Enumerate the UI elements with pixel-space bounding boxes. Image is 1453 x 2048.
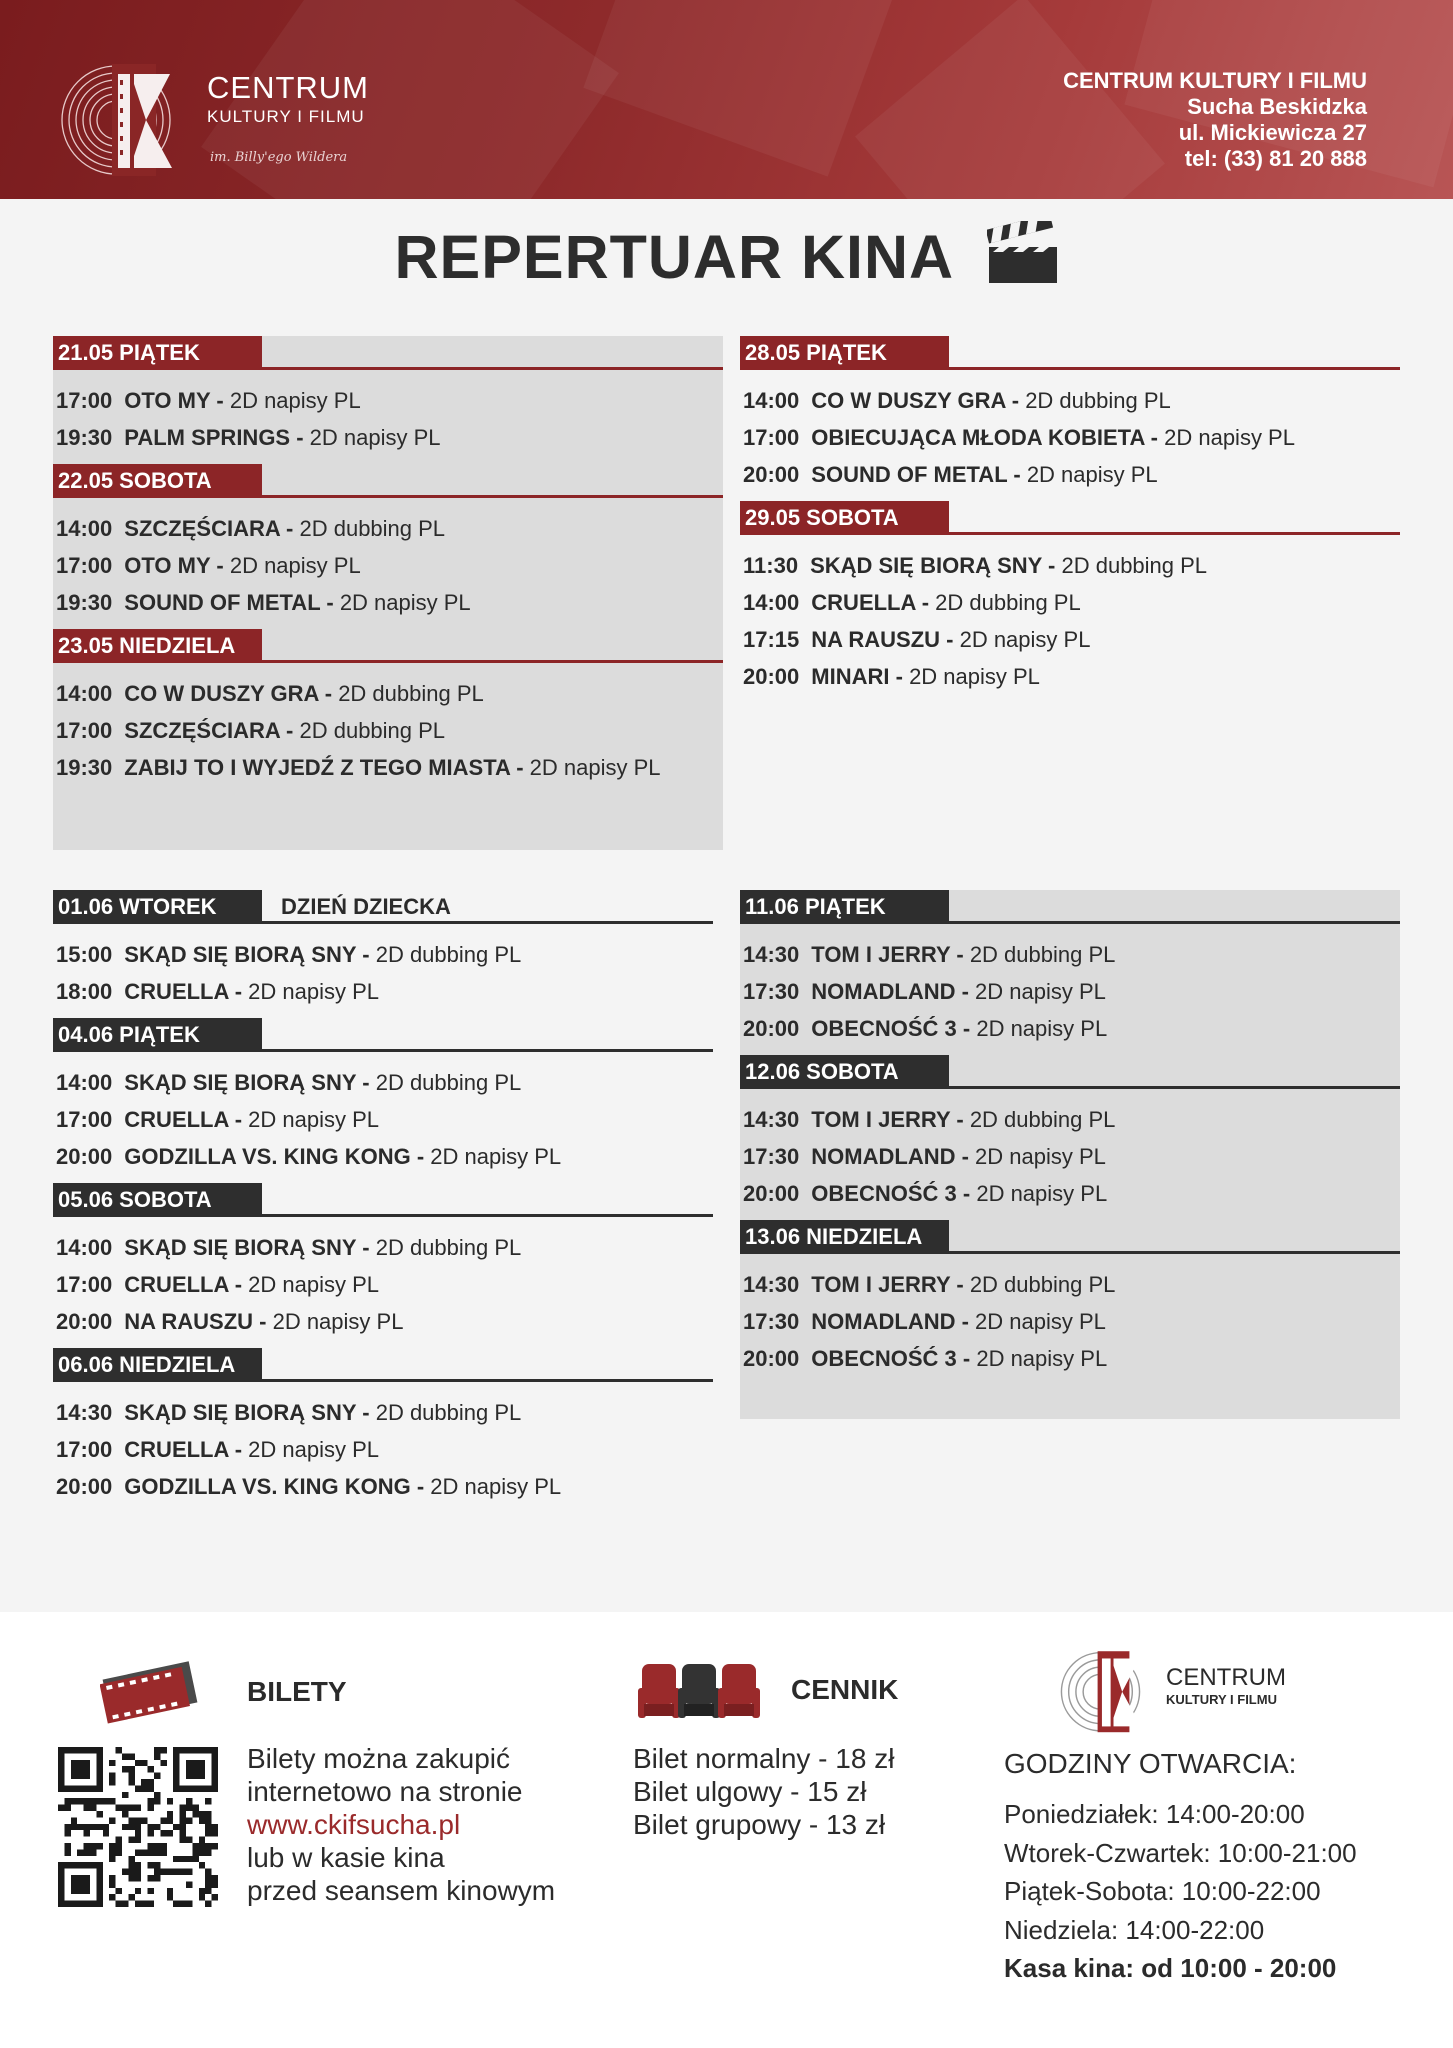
day-section [740, 1220, 1400, 1385]
tickets-text-line: internetowo na stronie [247, 1776, 523, 1807]
screening-row [740, 658, 1400, 695]
day-event-label: DZIEŃ DZIECKA [281, 894, 451, 919]
day-section [53, 1018, 713, 1183]
screening-time: 20:00 [56, 1144, 113, 1169]
separator: - [253, 1309, 273, 1334]
price-item: Bilet ulgowy - 15 zł [633, 1776, 867, 1807]
separator: - [956, 1181, 977, 1206]
screening-row [53, 584, 723, 621]
footer-logo-kultury: KULTURY I FILMU [1166, 1692, 1277, 1707]
screening-row [53, 1266, 713, 1303]
day-header [53, 336, 723, 370]
screening-format: 2D napisy PL [959, 627, 1091, 652]
address-line: tel: (33) 81 20 888 [1184, 146, 1367, 171]
schedule-block-may-week1 [53, 336, 723, 850]
screening-row [740, 584, 1400, 621]
day-header [53, 1018, 713, 1052]
screening-format: 2D napisy PL [976, 1346, 1108, 1371]
screening-time: 20:00 [743, 1346, 800, 1371]
screening-row [740, 1340, 1400, 1377]
screening-format: 2D napisy PL [248, 1437, 379, 1462]
separator: - [1041, 553, 1062, 578]
screening-row [740, 936, 1400, 973]
separator: - [228, 1272, 249, 1297]
tickets-title: BILETY [247, 1676, 347, 1707]
movie-title: SKĄD SIĘ BIORĄ SNY [124, 1400, 357, 1425]
screening-time: 17:00 [56, 1107, 113, 1132]
movie-title: NOMADLAND [811, 979, 956, 1004]
screening-row [53, 1431, 713, 1468]
movie-title: ZABIJ TO I WYJEDŹ Z TEGO MIASTA [124, 755, 511, 780]
day-header [53, 629, 723, 663]
screening-format: 2D napisy PL [975, 1144, 1106, 1169]
screening-time: 14:00 [56, 681, 113, 706]
screening-row [53, 749, 723, 786]
ckif-logo-small-icon [1060, 1648, 1154, 1734]
footer-logo-centrum: CENTRUM [1166, 1664, 1286, 1691]
screening-time: 14:00 [56, 1070, 113, 1095]
screening-format: 2D napisy PL [976, 1181, 1108, 1206]
price-item: Bilet grupowy - 13 zł [633, 1809, 886, 1840]
separator: - [950, 942, 970, 967]
opening-hours-item: Poniedziałek: 14:00-20:00 [1004, 1799, 1305, 1829]
screening-row [740, 973, 1400, 1010]
movie-title: SKĄD SIĘ BIORĄ SNY [810, 553, 1042, 578]
opening-hours-title: GODZINY OTWARCIA: [1004, 1748, 1297, 1779]
screening-time: 20:00 [56, 1309, 113, 1334]
day-label: 01.06 WTOREK [53, 890, 262, 924]
movie-title: NA RAUSZU [124, 1309, 254, 1334]
tickets-text [247, 1742, 627, 1907]
screening-format: 2D napisy PL [248, 1272, 379, 1297]
screening-time: 20:00 [743, 664, 800, 689]
screening-time: 15:00 [56, 942, 113, 967]
movie-title: CO W DUSZY GRA [124, 681, 319, 706]
cinema-seats-icon [638, 1660, 763, 1722]
screening-time: 14:00 [56, 1235, 113, 1260]
separator: - [318, 681, 339, 706]
day-header [740, 336, 1400, 370]
page-title [0, 222, 1453, 292]
schedule-block-june-week1 [53, 890, 713, 1600]
day-section [740, 336, 1400, 501]
screening-time: 17:00 [56, 553, 113, 578]
movie-title: CRUELLA [124, 1437, 229, 1462]
separator: - [940, 627, 960, 652]
screening-time: 17:00 [56, 1437, 113, 1462]
schedule-block-june-week2 [740, 890, 1400, 1419]
screening-time: 17:00 [56, 718, 113, 743]
day-label: 28.05 PIĄTEK [740, 336, 949, 370]
separator: - [320, 590, 340, 615]
screening-time: 19:30 [56, 755, 113, 780]
day-label: 06.06 NIEDZIELA [53, 1348, 262, 1382]
day-header [740, 1055, 1400, 1089]
screening-format: 2D dubbing PL [299, 718, 446, 743]
address-line: Sucha Beskidzka [1187, 94, 1367, 119]
tickets-text-line: Bilety można zakupić [247, 1743, 511, 1774]
day-label: 22.05 SOBOTA [53, 464, 262, 498]
separator: - [955, 1309, 976, 1334]
separator: - [950, 1107, 970, 1132]
day-label: 29.05 SOBOTA [740, 501, 949, 535]
logo-text-centrum: CENTRUM [207, 70, 369, 105]
day-section [53, 336, 723, 464]
day-section [740, 890, 1400, 1055]
day-header [53, 1348, 713, 1382]
screening-format: 2D napisy PL [975, 1309, 1106, 1334]
movie-title: CRUELLA [124, 1272, 229, 1297]
screening-time: 18:00 [56, 979, 113, 1004]
screening-row [53, 1303, 713, 1340]
screening-format: 2D dubbing PL [299, 516, 446, 541]
movie-title: GODZILLA VS. KING KONG [124, 1474, 411, 1499]
screening-row [740, 382, 1400, 419]
schedule-block-may-week2 [740, 336, 1400, 726]
screening-row [53, 510, 723, 547]
screening-format: 2D napisy PL [430, 1474, 562, 1499]
screening-format: 2D napisy PL [272, 1309, 404, 1334]
screening-time: 20:00 [743, 1016, 800, 1041]
day-header [740, 501, 1400, 535]
screening-format: 2D napisy PL [229, 388, 361, 413]
screening-time: 14:00 [56, 516, 113, 541]
screening-format: 2D napisy PL [1026, 462, 1158, 487]
day-label: 04.06 PIĄTEK [53, 1018, 262, 1052]
address-line: CENTRUM KULTURY I FILMU [1063, 68, 1367, 93]
box-office-hours: Kasa kina: od 10:00 - 20:00 [1004, 1953, 1337, 1983]
separator: - [356, 1235, 376, 1260]
separator: - [210, 553, 230, 578]
screening-row [53, 1468, 713, 1505]
screening-time: 17:00 [56, 388, 113, 413]
screening-row [53, 973, 713, 1010]
footer-info [0, 1612, 1453, 2048]
screening-format: 2D napisy PL [430, 1144, 562, 1169]
day-header [740, 1220, 1400, 1254]
screening-time: 19:30 [56, 590, 113, 615]
day-header [740, 890, 1400, 924]
day-header [53, 1183, 713, 1217]
screening-time: 17:15 [743, 627, 800, 652]
day-header [53, 890, 713, 924]
opening-hours-item: Piątek-Sobota: 10:00-22:00 [1004, 1876, 1321, 1906]
movie-title: OTO MY [124, 553, 211, 578]
screening-time: 20:00 [743, 1181, 800, 1206]
movie-title: OTO MY [124, 388, 211, 413]
movie-title: OBECNOŚĆ 3 [811, 1346, 957, 1371]
screening-format: 2D dubbing PL [1025, 388, 1171, 413]
day-header [53, 464, 723, 498]
screening-format: 2D dubbing PL [969, 1272, 1116, 1297]
screening-row [53, 1229, 713, 1266]
opening-hours-item: Niedziela: 14:00-22:00 [1004, 1914, 1265, 1945]
screening-time: 19:30 [56, 425, 113, 450]
separator: - [955, 979, 976, 1004]
screening-time: 17:30 [743, 1144, 800, 1169]
screening-format: 2D dubbing PL [375, 942, 522, 967]
screening-row [740, 621, 1400, 658]
separator: - [228, 1437, 249, 1462]
day-section [53, 1348, 713, 1513]
screening-time: 17:30 [743, 979, 800, 1004]
screening-time: 14:00 [743, 388, 800, 413]
separator: - [410, 1144, 431, 1169]
movie-title: NOMADLAND [811, 1144, 956, 1169]
screening-format: 2D napisy PL [976, 1016, 1108, 1041]
screening-row [53, 712, 723, 749]
screening-time: 20:00 [56, 1474, 113, 1499]
day-label: 21.05 PIĄTEK [53, 336, 262, 370]
screening-time: 14:00 [743, 590, 800, 615]
header-banner [0, 0, 1453, 199]
movie-title: SKĄD SIĘ BIORĄ SNY [124, 1235, 357, 1260]
day-section [740, 501, 1400, 703]
screening-time: 14:30 [56, 1400, 113, 1425]
movie-title: OBECNOŚĆ 3 [811, 1016, 957, 1041]
screening-row [740, 1303, 1400, 1340]
screening-format: 2D napisy PL [975, 979, 1106, 1004]
screening-row [740, 1101, 1400, 1138]
screening-format: 2D napisy PL [909, 664, 1040, 689]
screening-row [53, 382, 723, 419]
day-label: 11.06 PIĄTEK [740, 890, 949, 924]
screening-row [53, 936, 713, 973]
screening-row [740, 1175, 1400, 1212]
screening-row [53, 675, 723, 712]
screening-row [740, 547, 1400, 584]
day-section [53, 464, 723, 629]
day-section [53, 890, 713, 1018]
screening-row [740, 419, 1400, 456]
movie-title: NOMADLAND [811, 1309, 956, 1334]
screening-time: 14:30 [743, 942, 800, 967]
prices-title: CENNIK [791, 1674, 899, 1705]
separator: - [279, 718, 300, 743]
movie-title: TOM I JERRY [811, 1107, 951, 1132]
separator: - [510, 755, 530, 780]
screening-time: 20:00 [743, 462, 800, 487]
screening-format: 2D dubbing PL [375, 1235, 522, 1260]
opening-hours-item: Wtorek-Czwartek: 10:00-21:00 [1004, 1837, 1357, 1868]
separator: - [889, 664, 910, 689]
movie-title: SKĄD SIĘ BIORĄ SNY [124, 1070, 357, 1095]
separator: - [956, 1016, 977, 1041]
screening-time: 17:00 [743, 425, 800, 450]
movie-title: SKĄD SIĘ BIORĄ SNY [124, 942, 357, 967]
price-item: Bilet normalny - 18 zł [633, 1743, 895, 1774]
screening-row [740, 456, 1400, 493]
address-line: ul. Mickiewicza 27 [1178, 120, 1367, 145]
movie-title: CRUELLA [811, 590, 916, 615]
screening-row [740, 1138, 1400, 1175]
ckif-logo-icon [60, 60, 190, 178]
screening-format: 2D dubbing PL [969, 942, 1116, 967]
separator: - [955, 1144, 976, 1169]
screening-row [53, 1101, 713, 1138]
screening-format: 2D dubbing PL [375, 1070, 522, 1095]
separator: - [290, 425, 310, 450]
screening-time: 11:30 [743, 553, 799, 578]
day-section [740, 1055, 1400, 1220]
prices-list [633, 1742, 933, 1841]
movie-title: SOUND OF METAL [124, 590, 321, 615]
tickets-text-line: lub w kasie kina [247, 1842, 445, 1873]
screening-time: 14:30 [743, 1272, 800, 1297]
separator: - [279, 516, 300, 541]
movie-title: OBECNOŚĆ 3 [811, 1181, 957, 1206]
separator: - [1144, 425, 1165, 450]
film-strip-icon [100, 1656, 200, 1726]
movie-title: CO W DUSZY GRA [811, 388, 1006, 413]
separator: - [1005, 388, 1026, 413]
screening-format: 2D dubbing PL [1061, 553, 1208, 578]
separator: - [956, 1346, 977, 1371]
logo-signature: im. Billy'ego Wildera [210, 150, 348, 165]
clapperboard-icon [987, 221, 1059, 285]
movie-title: GODZILLA VS. KING KONG [124, 1144, 411, 1169]
opening-hours-list [1004, 1795, 1444, 1988]
website-link[interactable]: www.ckifsucha.pl [247, 1809, 461, 1840]
day-label: 23.05 NIEDZIELA [53, 629, 262, 663]
movie-title: CRUELLA [124, 1107, 229, 1132]
screening-row [53, 547, 723, 584]
screening-format: 2D dubbing PL [375, 1400, 522, 1425]
movie-title: SZCZĘŚCIARA [124, 718, 280, 743]
movie-title: SOUND OF METAL [811, 462, 1008, 487]
movie-title: CRUELLA [124, 979, 229, 1004]
screening-row [740, 1266, 1400, 1303]
separator: - [356, 1070, 376, 1095]
screening-format: 2D dubbing PL [935, 590, 1081, 615]
separator: - [356, 942, 376, 967]
screening-format: 2D dubbing PL [969, 1107, 1116, 1132]
movie-title: OBIECUJĄCA MŁODA KOBIETA [811, 425, 1145, 450]
screening-row [53, 1394, 713, 1431]
movie-title: TOM I JERRY [811, 942, 951, 967]
day-label: 05.06 SOBOTA [53, 1183, 262, 1217]
separator: - [915, 590, 936, 615]
screening-format: 2D napisy PL [1164, 425, 1295, 450]
separator: - [1007, 462, 1027, 487]
screening-format: 2D napisy PL [248, 979, 379, 1004]
screening-time: 14:30 [743, 1107, 800, 1132]
screening-format: 2D napisy PL [229, 553, 361, 578]
separator: - [210, 388, 230, 413]
screening-format: 2D napisy PL [248, 1107, 379, 1132]
day-section [53, 629, 723, 794]
day-section [53, 1183, 713, 1348]
screening-format: 2D napisy PL [529, 755, 661, 780]
day-label: 13.06 NIEDZIELA [740, 1220, 949, 1254]
screening-row [53, 1064, 713, 1101]
page-title-text: REPERTUAR KINA [394, 223, 955, 291]
day-label: 12.06 SOBOTA [740, 1055, 949, 1089]
qr-code-icon[interactable] [58, 1747, 218, 1907]
screening-format: 2D napisy PL [339, 590, 471, 615]
movie-title: NA RAUSZU [811, 627, 941, 652]
separator: - [410, 1474, 431, 1499]
movie-title: PALM SPRINGS [124, 425, 291, 450]
separator: - [950, 1272, 970, 1297]
screening-time: 17:30 [743, 1309, 800, 1334]
screening-row [740, 1010, 1400, 1047]
logo-text-kultury: KULTURY I FILMU [207, 107, 365, 126]
screening-time: 17:00 [56, 1272, 113, 1297]
screening-row [53, 1138, 713, 1175]
movie-title: SZCZĘŚCIARA [124, 516, 280, 541]
address-block [1063, 68, 1367, 172]
tickets-text-line: przed seansem kinowym [247, 1875, 556, 1906]
screening-format: 2D dubbing PL [338, 681, 484, 706]
movie-title: TOM I JERRY [811, 1272, 951, 1297]
movie-title: MINARI [811, 664, 890, 689]
screening-format: 2D napisy PL [309, 425, 441, 450]
screening-row [53, 419, 723, 456]
separator: - [228, 979, 249, 1004]
separator: - [228, 1107, 249, 1132]
separator: - [356, 1400, 376, 1425]
